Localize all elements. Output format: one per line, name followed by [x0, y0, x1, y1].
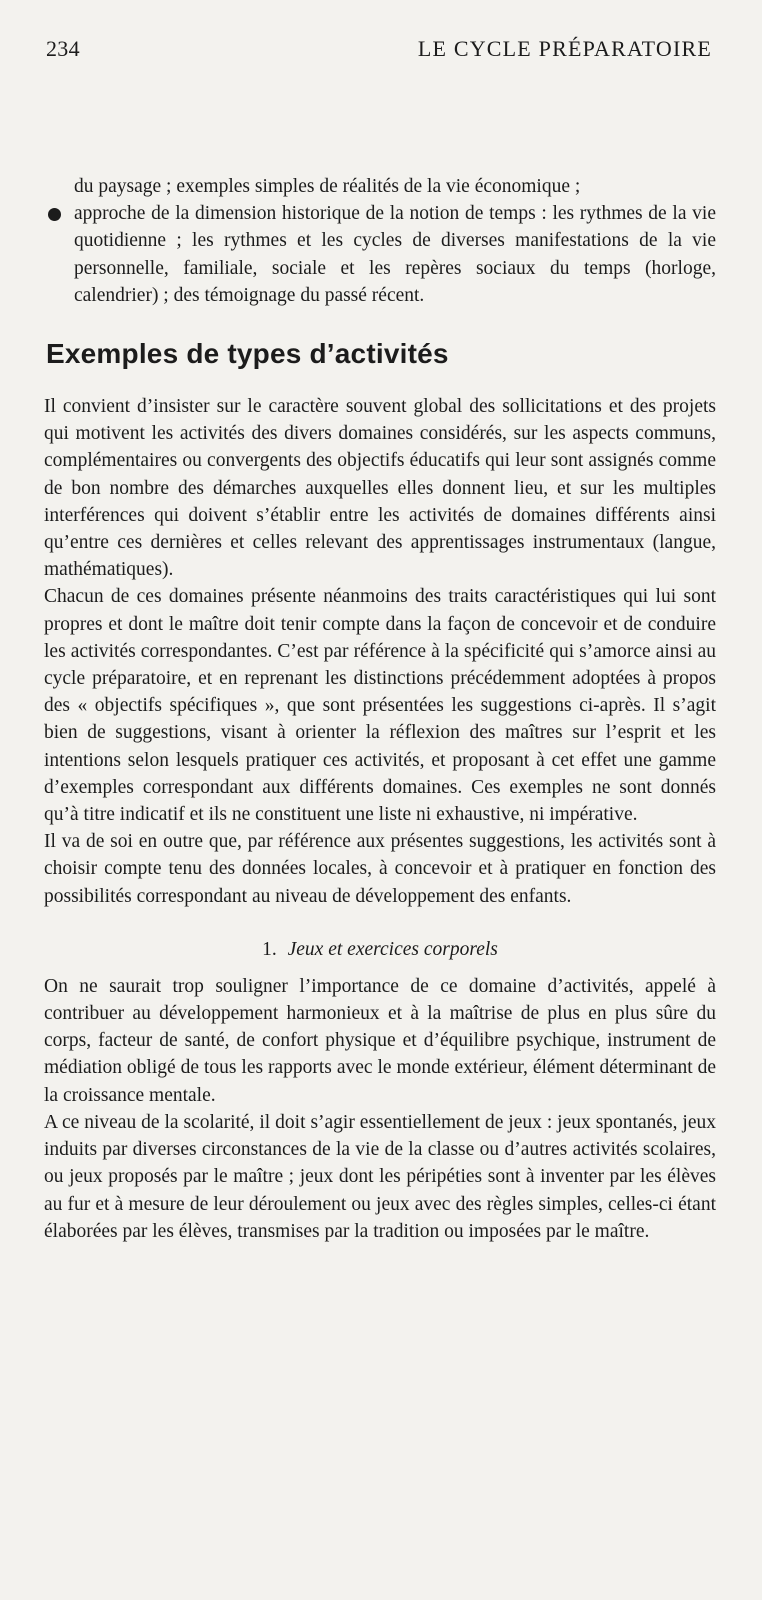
section-heading: Exemples de types d’activités: [46, 338, 449, 370]
section-paragraph: Il convient d’insister sur le caractère souvent global des sollicitations et des projets qui motivent les activités des divers domaines considérés, sur les aspects communs, complémentaires ou convergents des objectifs éducatifs qui leur sont assignés comme de bon nombre des démarches auxquelles elles donnent lieu, et sur les multiples interférences qui doivent s’établir entre les activités de domaines différents ainsi qu’entre ces dernières et celles relevant des apprentissages instrumentaux (langue, mathématiques).: [44, 396, 716, 581]
subsection-paragraph: A ce niveau de la scolarité, il doit s’agir essentiellement de jeux : jeux spontanés, jeux induits par diverses circonstances de la vie de la classe ou d’autres activités scolaires, ou jeux proposés par le maître ; jeux dont les péripéties sont à inventer par les élèves au fur et à mesure de leur déroulement ou jeux avec des règles simples, celles-ci étant élaborées par les élèves, transmises par la tradition ou imposées par le maître.: [44, 1111, 716, 1242]
subsection-heading: [44, 936, 716, 963]
section-paragraph: Il va de soi en outre que, par référence aux présentes suggestions, les activités sont à choisir compte tenu des données locales, à concevoir et à pratiquer en fonction des possibilités correspondant au niveau de développement des enfants.: [44, 831, 716, 907]
running-header: [46, 36, 712, 66]
section-paragraph: Chacun de ces domaines présente néanmoins des traits caractéristiques qui lui sont propres et dont le maître doit tenir compte dans la façon de concevoir et de conduire les activités correspondantes. C’est par référence à la spécificité qui s’amorce ainsi au cycle préparatoire, et en reprenant les distinctions précédemment adoptées à propos des « objectifs spécifiques », que sont présentées les suggestions ci-après. Il s’agit bien de suggestions, visant à orienter la réflexion des maîtres sur l’esprit et les intentions selon lesquels pratiquer ces activités, et proposant à cet effet une gamme d’exemples correspondant aux différents domaines. Ces exemples ne sont donnés qu’à titre indicatif et ils ne constituent une liste ni exhaustive, ni impérative.: [44, 586, 716, 826]
objectives-list: [44, 173, 716, 309]
list-item: [44, 200, 716, 309]
page-content: [44, 173, 716, 1245]
subsection-number: 1.: [262, 938, 277, 960]
list-item-continuation: [44, 173, 716, 200]
list-item-text: approche de la dimension historique de la notion de temps : les rythmes de la vie quotidienne ; les rythmes et les cycles de diverses manifestations de la vie personnelle, familiale, sociale et les repères sociaux du temps (horloge, calendrier) ; des témoignage du passé récent.: [74, 203, 716, 306]
bullet-icon: [48, 208, 61, 221]
running-title: LE CYCLE PRÉPARATOIRE: [417, 36, 712, 61]
page-number: 234: [46, 36, 80, 61]
list-item-text: du paysage ; exemples simples de réalités de la vie économique ;: [74, 176, 581, 197]
subsection-paragraph: On ne saurait trop souligner l’importance de ce domaine d’activités, appelé à contribuer au développement harmonieux et à la maîtrise de plus en plus sûre du corps, facteur de santé, de confort physique et d’équilibre psychique, instrument de médiation obligé de tous les rapports avec le monde extérieur, élément déterminant de la croissance mentale.: [44, 975, 716, 1106]
subsection-title: Jeux et exercices corporels: [287, 938, 498, 960]
